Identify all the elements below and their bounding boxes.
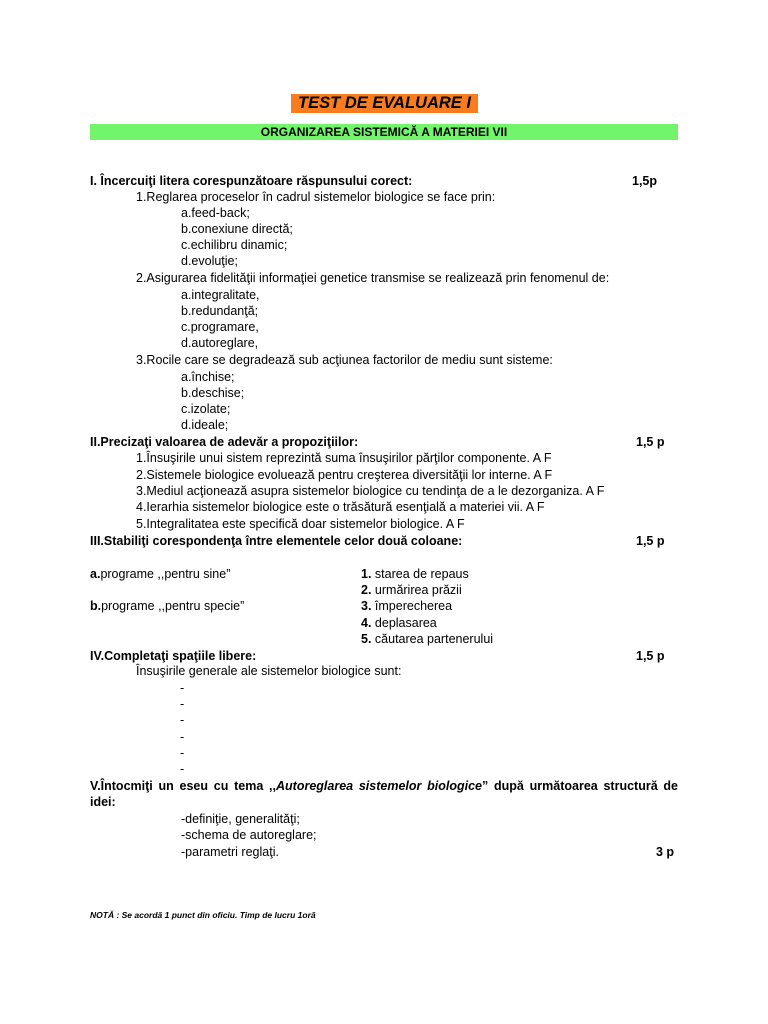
question-1: 1.Reglarea proceselor în cadrul sistemelor biologice se face prin: bbox=[136, 190, 496, 204]
left-column-item: a.programe ,,pentru sine” bbox=[90, 567, 231, 581]
blank-line: - bbox=[180, 746, 185, 760]
essay-item: -definiţie, generalităţi; bbox=[181, 812, 300, 826]
section-2-heading: II.Precizaţi valoarea de adevăr a propoziţiilor: bbox=[90, 435, 359, 449]
essay-item: -parametri reglaţi. bbox=[181, 845, 279, 859]
question-2: 2.Asigurarea fidelităţii informaţiei genetice transmise se realizează prin fenomenul de: bbox=[136, 271, 610, 285]
blank-line: - bbox=[180, 713, 185, 727]
section-4-heading: IV.Completaţi spaţiile libere: bbox=[90, 649, 257, 663]
option: a.integralitate, bbox=[181, 288, 260, 302]
option: b.deschise; bbox=[181, 386, 245, 400]
question-3: 3.Rocile care se degradează sub acţiunea factorilor de mediu sunt sisteme: bbox=[136, 353, 553, 367]
option: d.evoluţie; bbox=[181, 254, 238, 268]
right-column-item: 1. starea de repaus bbox=[361, 567, 469, 581]
essay-item: -schema de autoreglare; bbox=[181, 828, 317, 842]
option: a.feed-back; bbox=[181, 206, 250, 220]
option: d.ideale; bbox=[181, 418, 229, 432]
essay-theme: Autoreglarea sistemelor biologice bbox=[276, 779, 483, 793]
statement: 3.Mediul acţionează asupra sistemelor biologice cu tendinţa de a le dezorganiza. A F bbox=[136, 484, 605, 498]
statement: 1.Însuşirile unui sistem reprezintă suma însuşirilor părţilor componente. A F bbox=[136, 451, 552, 465]
option: b.conexiune directă; bbox=[181, 222, 293, 236]
blank-line: - bbox=[180, 697, 185, 711]
right-column-item: 4. deplasarea bbox=[361, 616, 437, 630]
section-3-heading: III.Stabiliţi corespondenţa între elementele celor două coloane: bbox=[90, 534, 463, 548]
option: c.izolate; bbox=[181, 402, 231, 416]
section-3-points: 1,5 p bbox=[636, 534, 665, 548]
left-column-item: b.programe ,,pentru specie” bbox=[90, 599, 245, 613]
page-subtitle: ORGANIZAREA SISTEMICĂ A MATERIEI VII bbox=[260, 125, 508, 139]
section-4-points: 1,5 p bbox=[636, 649, 665, 663]
footer-note: NOTĂ : Se acordă 1 punct din oficiu. Timp de lucru 1oră bbox=[90, 910, 316, 920]
option: b.redundanţă; bbox=[181, 304, 259, 318]
blank-line: - bbox=[180, 730, 185, 744]
blank-line: - bbox=[180, 681, 185, 695]
statement: 5.Integralitatea este specifică doar sistemelor biologice. A F bbox=[136, 517, 465, 531]
section-5-heading: V.Întocmiţi un eseu cu tema ,,Autoreglarea sistemelor biologice” după următoarea structură de idei: bbox=[90, 779, 678, 809]
statement: 4.Ierarhia sistemelor biologice este o trăsătură esenţială a materiei vii. A F bbox=[136, 500, 545, 514]
option: c.echilibru dinamic; bbox=[181, 238, 288, 252]
option: d.autoreglare, bbox=[181, 336, 259, 350]
option: c.programare, bbox=[181, 320, 259, 334]
section-1-points: 1,5p bbox=[632, 174, 658, 188]
blank-line: - bbox=[180, 762, 185, 776]
page-title: TEST DE EVALUARE I bbox=[298, 94, 471, 112]
right-column-item: 3. împerecherea bbox=[361, 599, 453, 613]
option: a.închise; bbox=[181, 370, 235, 384]
statement: 2.Sistemele biologice evoluează pentru creşterea diversităţii lor interne. A F bbox=[136, 468, 553, 482]
section-4-prompt: Însuşirile generale ale sistemelor biologice sunt: bbox=[136, 664, 402, 678]
section-2-points: 1,5 p bbox=[636, 435, 665, 449]
right-column-item: 5. căutarea partenerului bbox=[361, 632, 494, 646]
section-5-points: 3 p bbox=[656, 845, 675, 859]
section-1-heading: I. Încercuiţi litera corespunzătoare răspunsului corect: bbox=[90, 174, 413, 188]
right-column-item: 2. urmărirea prăzii bbox=[361, 583, 462, 597]
